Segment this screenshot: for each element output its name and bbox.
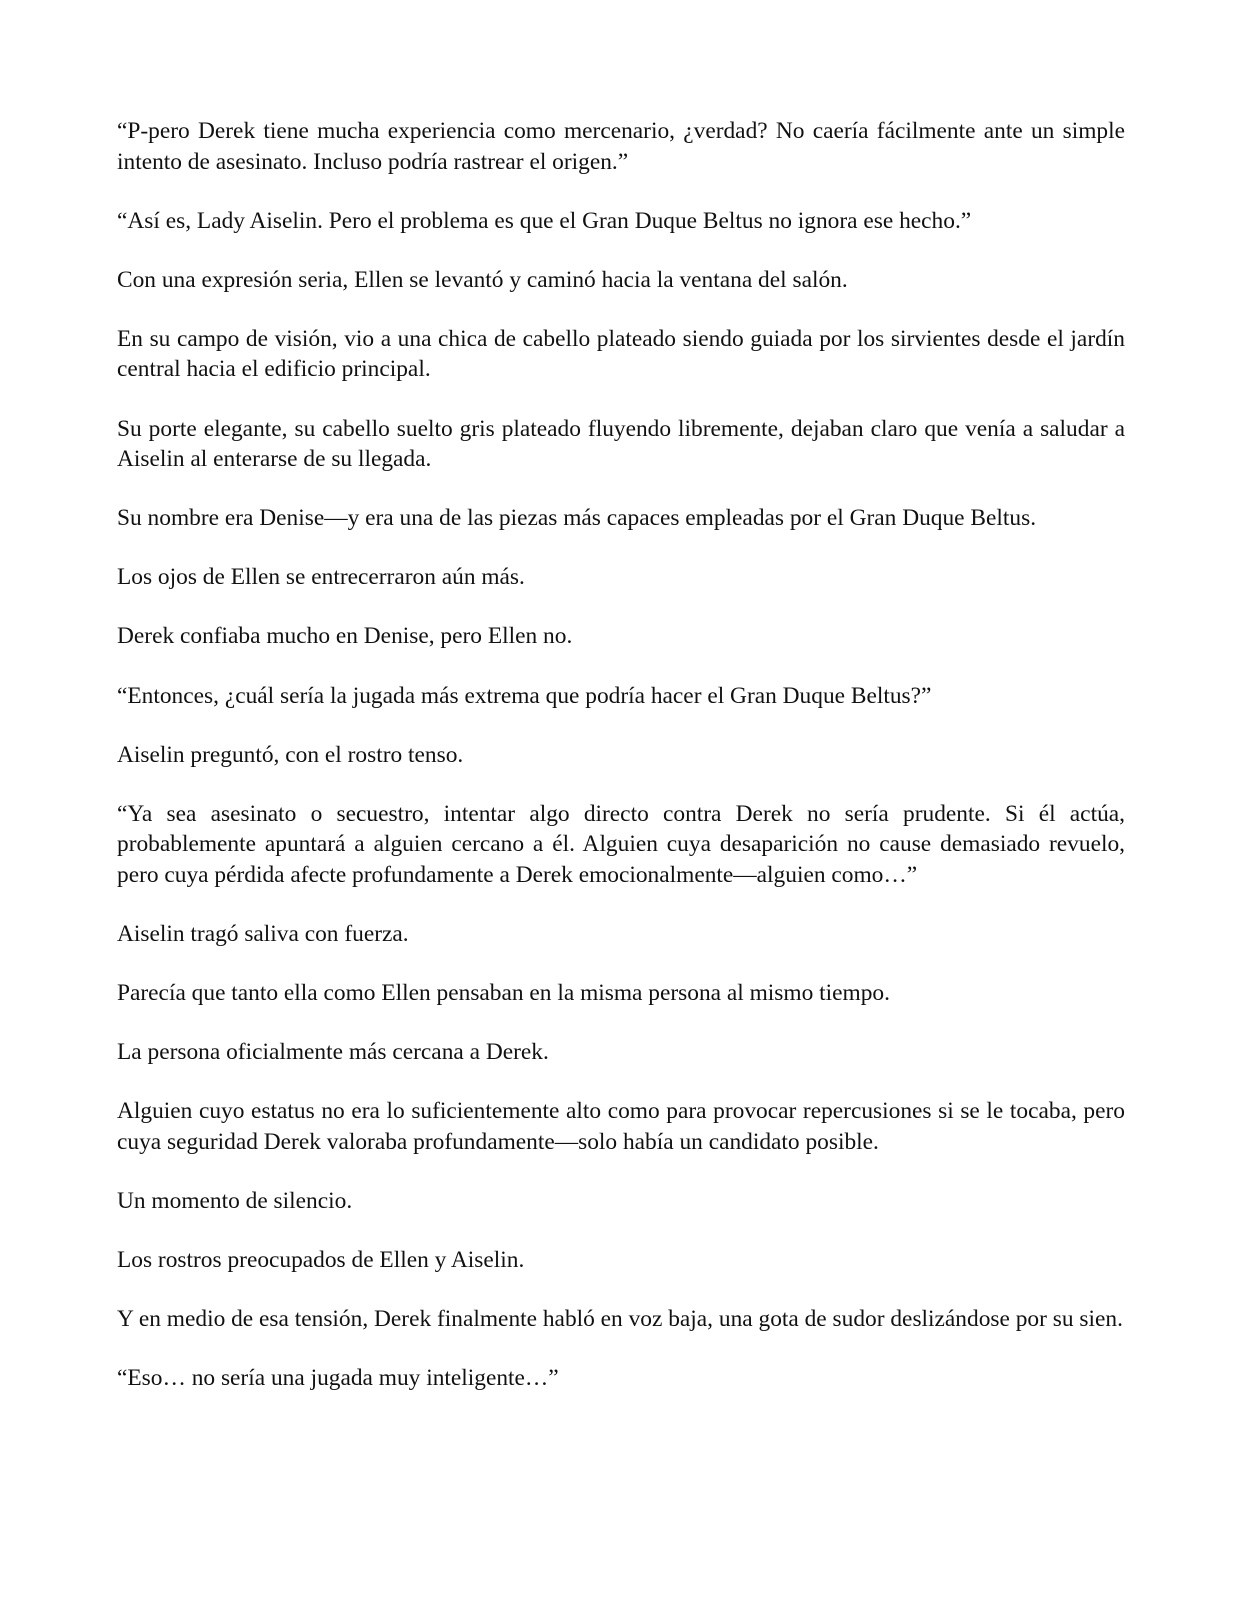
paragraph-6: Su nombre era Denise—y era una de las piezas más capaces empleadas por el Gran Duque Beltus. (117, 505, 1037, 532)
paragraph-11: “Ya sea asesinato o secuestro, intentar algo directo contra Derek no sería prudente. Si él actúa, probablemente apuntará a alguien cercano a él. Alguien cuya desaparición no cause demasiado revuelo, pero cuya pérdida afecte profundamente a Derek emocionalmente—alguien como…” (117, 800, 1125, 888)
paragraph-2: “Así es, Lady Aiselin. Pero el problema es que el Gran Duque Beltus no ignora ese hecho.” (117, 207, 972, 234)
paragraph-4: En su campo de visión, vio a una chica de cabello plateado siendo guiada por los sirvientes desde el jardín central hacia el edificio principal. (117, 325, 1125, 383)
document-page (117, 116, 1125, 1394)
paragraph-1: “P-pero Derek tiene mucha experiencia como mercenario, ¿verdad? No caería fácilmente ante un simple intento de asesinato. Incluso podría rastrear el origen.” (117, 118, 1125, 175)
paragraph-12: Aiselin tragó saliva con fuerza. (117, 921, 409, 947)
paragraph-9: “Entonces, ¿cuál sería la jugada más extrema que podría hacer el Gran Duque Beltus?” (117, 682, 932, 709)
paragraph-19: “Eso… no sería una jugada muy inteligente…” (117, 1365, 559, 1392)
paragraph-15: Alguien cuyo estatus no era lo suficientemente alto como para provocar repercusiones si se le tocaba, pero cuya seguridad Derek valoraba profundamente—solo había un candidato posible. (117, 1098, 1125, 1155)
paragraph-10: Aiselin preguntó, con el rostro tenso. (117, 741, 464, 768)
paragraph-18: Y en medio de esa tensión, Derek finalmente habló en voz baja, una gota de sudor deslizándose por su sien. (117, 1306, 1123, 1333)
paragraph-7: Los ojos de Ellen se entrecerraron aún más. (117, 564, 525, 591)
paragraph-13: Parecía que tanto ella como Ellen pensaban en la misma persona al mismo tiempo. (117, 980, 890, 1007)
paragraph-8: Derek confiaba mucho en Denise, pero Ellen no. (117, 623, 573, 650)
paragraph-14: La persona oficialmente más cercana a Derek. (117, 1039, 549, 1066)
paragraph-5: Su porte elegante, su cabello suelto gris plateado fluyendo libremente, dejaban claro que venía a saludar a Aiselin al enterarse de su llegada. (117, 415, 1125, 473)
paragraph-16: Un momento de silencio. (117, 1187, 353, 1214)
paragraph-3: Con una expresión seria, Ellen se levantó y caminó hacia la ventana del salón. (117, 266, 848, 293)
paragraph-17: Los rostros preocupados de Ellen y Aiselin. (117, 1247, 525, 1274)
